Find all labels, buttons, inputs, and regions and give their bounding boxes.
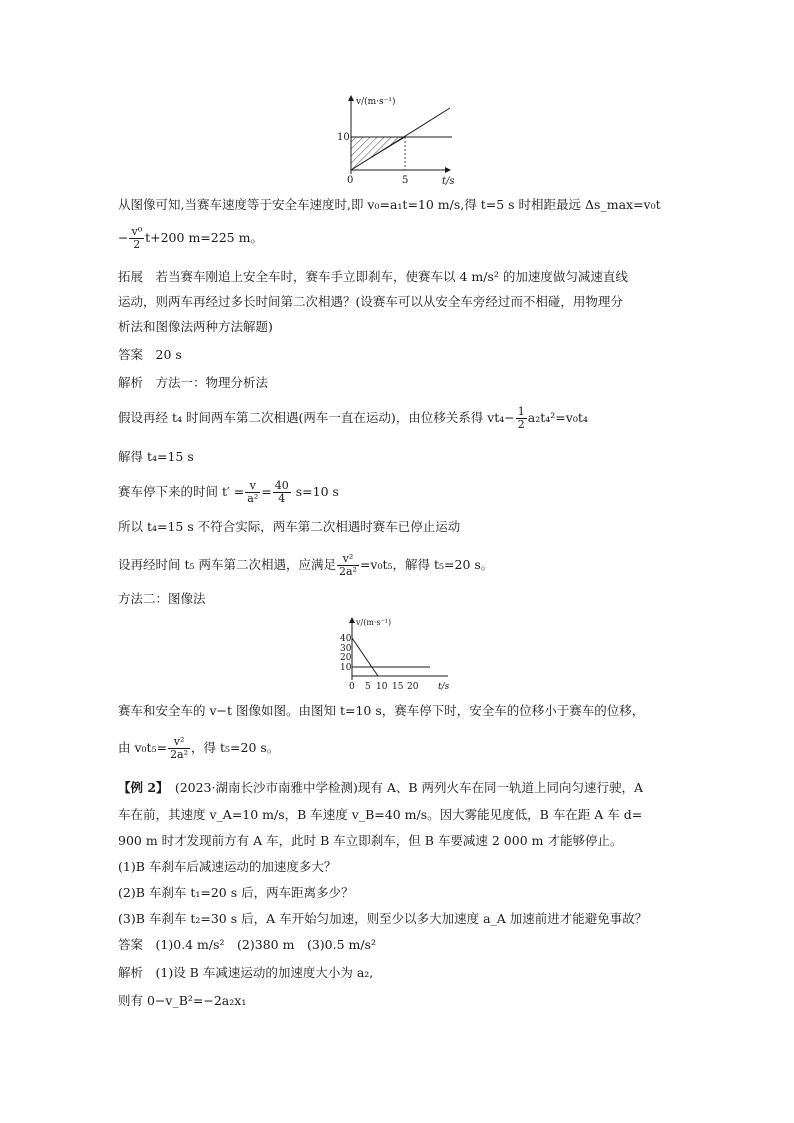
fraction-40-over-4 (273, 480, 291, 505)
y-axis-label: v/(m·s⁻¹) (356, 618, 392, 627)
example-2-tag: 【例 2】 (118, 780, 163, 795)
x-axis-label: t/s (438, 682, 450, 692)
text-line-1: 从图像可知,当赛车速度等于安全车速度时,即 v₀=a₁t=10 m/s,得 t=5 s 时相距最远 Δs_max=v₀t (118, 197, 661, 212)
text-line-4: 运动，则两车再经过多长时间第二次相遇？(设赛车可以从安全车旁经过而不相碰，用物理分 (118, 294, 623, 309)
x-tick-10: 10 (376, 682, 388, 692)
text-line-13-start: 由 v₀t₅= (118, 740, 168, 755)
x-tick-5: 5 (402, 175, 409, 186)
text-line-9: 所以 t₄=15 s 不符合实际，两车第二次相遇时赛车已停止运动 (118, 519, 461, 534)
race-car-line (352, 638, 378, 676)
last-line: 则有 0−v_B²=−2a₂x₁ (118, 993, 247, 1008)
fraction-denominator: 2a² (338, 565, 357, 578)
y-tick-30: 30 (340, 644, 352, 654)
example-2-line-1 (118, 779, 643, 797)
analysis-1: 解析 方法一：物理分析法 (118, 375, 269, 390)
y-tick-20: 20 (340, 653, 352, 663)
y-axis-arrow (348, 95, 354, 101)
y-tick-40: 40 (340, 634, 352, 644)
text-line-13-rest: ，得 t₅=20 s。 (191, 740, 280, 755)
text-line-8 (118, 480, 339, 505)
fraction-v2-over-2a2 (168, 736, 190, 761)
fraction-numerator: 40 (274, 479, 289, 492)
fraction-v2-over-2a2 (337, 553, 359, 578)
text-line-6-rest: a₂t₄²=v₀t₄ (527, 410, 588, 425)
text-line-2-rest: t+200 m=225 m。 (145, 230, 263, 245)
text-line-8-start: 赛车停下来的时间 t′ = (118, 484, 245, 499)
text-line-8-rest: s=10 s (291, 484, 339, 499)
y-axis-label: v/(m·s⁻¹) (356, 97, 396, 107)
text-line-11: 方法二：图像法 (118, 591, 206, 606)
text-line-6 (118, 406, 588, 431)
fraction-denominator: a² (247, 492, 259, 505)
equals-sign: = (261, 484, 272, 499)
graph-2 (330, 614, 460, 698)
minus-sign: − (118, 230, 129, 245)
question-1: (1)B 车刹车后减速运动的加速度多大？ (118, 859, 337, 874)
x-tick-0: 0 (349, 682, 355, 692)
text-line-7: 解得 t₄=15 s (118, 449, 194, 464)
fraction-denominator: 4 (278, 492, 286, 505)
text-line-6-start: 假设再经 t₄ 时间两车第二次相遇(两车一直在运动)，由位移关系得 vt₄− (118, 410, 515, 425)
answer-2: 答案 (1)0.4 m/s² (2)380 m (3)0.5 m/s² (118, 937, 376, 952)
text-line-13 (118, 736, 279, 761)
y-tick-10: 10 (337, 132, 350, 143)
text-line-10-start: 设再经时间 t₅ 两车第二次相遇，应满足 (118, 557, 336, 572)
y-axis-arrow (349, 617, 355, 623)
fraction-denominator: 2 (517, 418, 525, 431)
x-axis-label: t/s (442, 176, 455, 187)
question-2: (2)B 车刹车 t₁=20 s 后，两车距离多少？ (118, 885, 354, 900)
fraction-numerator: v⁰ (131, 225, 143, 238)
example-2-line-3: 900 m 时才发现前方有 A 车，此时 B 车立即刹车，但 B 车要减速 2 000 m 才能够停止。 (118, 833, 623, 848)
fraction-denominator: 2a² (170, 748, 189, 761)
graph-1 (330, 92, 460, 188)
fraction-1-over-2 (516, 406, 527, 431)
text-line-10-rest: =v₀t₅，解得 t₅=20 s。 (359, 557, 494, 572)
fraction-v0-over-2 (129, 226, 144, 251)
example-2-line-2: 车在前，其速度 v_A=10 m/s，B 车速度 v_B=40 m/s。因大雾能见度低，B 车在距 A 车 d= (118, 807, 643, 822)
text-line-5: 析法和图像法两种方法解题) (118, 319, 273, 334)
text-line-10 (118, 553, 493, 578)
fraction-numerator: 1 (517, 405, 525, 418)
x-tick-5: 5 (365, 682, 371, 692)
fraction-numerator: v² (337, 553, 359, 566)
x-tick-15: 15 (392, 682, 404, 692)
y-tick-10: 10 (340, 663, 352, 673)
text-line-3: 拓展 若当赛车刚追上安全车时，赛车手立即刹车，使赛车以 4 m/s² 的加速度做匀减速直线 (118, 269, 628, 284)
text-line-2 (118, 226, 263, 251)
question-3: (3)B 车刹车 t₂=30 s 后，A 车开始匀加速，则至少以多大加速度 a_A 加速前进才能避免事故？ (118, 911, 648, 926)
fraction-numerator: v (245, 480, 260, 493)
x-tick-20: 20 (407, 682, 419, 692)
origin-label: 0 (347, 175, 354, 186)
example-2-text: (2023·湖南长沙市南雅中学检测)现有 A、B 两列火车在同一轨道上同向匀速行驶，A (162, 780, 644, 795)
fraction-v-over-a2 (245, 480, 260, 505)
fraction-numerator: v² (168, 736, 190, 749)
x-axis-arrow (445, 167, 451, 173)
fraction-denominator: 2 (133, 238, 141, 251)
answer-1: 答案 20 s (118, 347, 182, 362)
analysis-2: 解析 (1)设 B 车减速运动的加速度大小为 a₂, (118, 965, 374, 980)
text-line-12: 赛车和安全车的 v−t 图像如图。由图知 t=10 s，赛车停下时，安全车的位移小于赛车的位移， (118, 703, 645, 718)
